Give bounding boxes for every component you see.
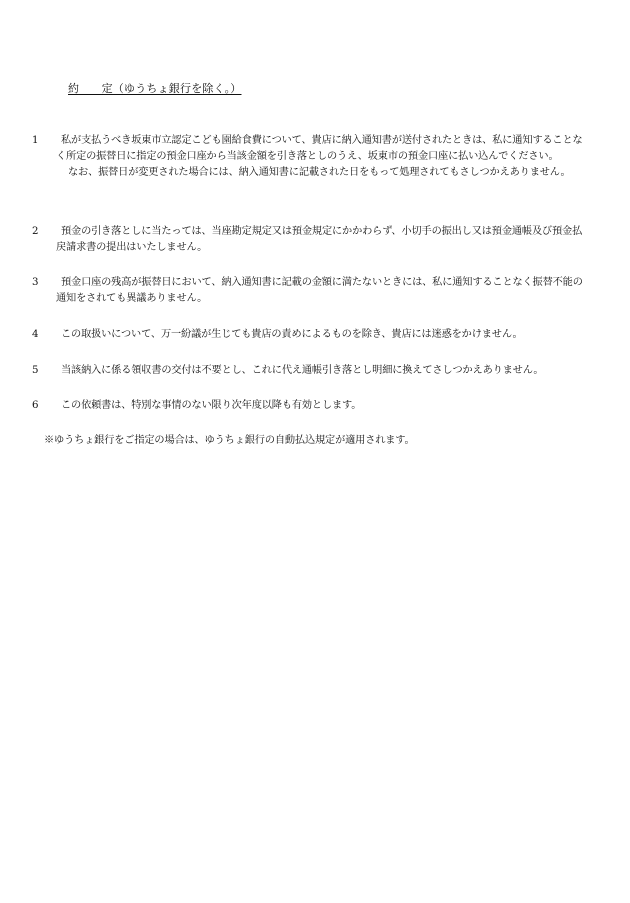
clause-4-text: この取扱いについて、万一紛議が生じても貴店の責めによるものを除き、貴店には迷惑をかけません。: [61, 329, 523, 340]
clause-1-paragraph: [32, 133, 592, 165]
clause-5-number: 5: [32, 365, 39, 376]
clause-4-paragraph: [32, 327, 592, 343]
clause-2-text: 預金の引き落としに当たっては、当座勘定規定又は預金規定にかかわらず、小切手の振出し又は預金通帳及び預金払戻請求書の提出はいたしません。: [56, 226, 583, 253]
clause-3-number: 3: [32, 277, 39, 288]
clause-2: [32, 224, 592, 256]
clause-3-text: 預金口座の残高が振替日において、納入通知書に記載の金額に満たないときには、私に通知することなく振替不能の通知をされても異議ありません。: [56, 277, 583, 304]
clause-4: [32, 327, 592, 343]
clause-2-number: 2: [32, 226, 39, 237]
clause-5-text: 当該納入に係る領収書の交付は不要とし、これに代え通帳引き落とし明細に換えてさしつかえありません。: [61, 365, 544, 376]
clause-4-number: 4: [32, 329, 39, 340]
clause-6: [32, 398, 592, 414]
clause-1-text: 私が支払うべき坂東市立認定こども園給食費について、貴店に納入通知書が送付されたときは、私に通知することなく所定の振替日に指定の預金口座から当該金額を引き落としのうえ、坂東市の預金口座に払い込んでください。: [56, 135, 583, 162]
clause-1-number: 1: [32, 135, 39, 146]
document-title: 約 定（ゆうちょ銀行を除く。）: [68, 82, 242, 95]
clause-5: [32, 363, 592, 379]
clause-5-paragraph: [32, 363, 592, 379]
clause-3-paragraph: [32, 275, 592, 307]
yucho-bank-note: ※ゆうちょ銀行をご指定の場合は、ゆうちょ銀行の自動払込規定が適用されます。: [44, 435, 415, 446]
clause-3: [32, 275, 592, 307]
clause-1: [32, 133, 592, 181]
clause-1-sub-text: なお、振替日が変更された場合には、納入通知書に記載された日をもって処理されてもさしつかえありません。: [68, 167, 571, 178]
clause-6-number: 6: [32, 400, 39, 411]
clause-6-text: この依頼書は、特別な事情のない限り次年度以降も有効とします。: [61, 400, 362, 411]
clause-2-paragraph: [32, 224, 592, 256]
clause-6-paragraph: [32, 398, 592, 414]
